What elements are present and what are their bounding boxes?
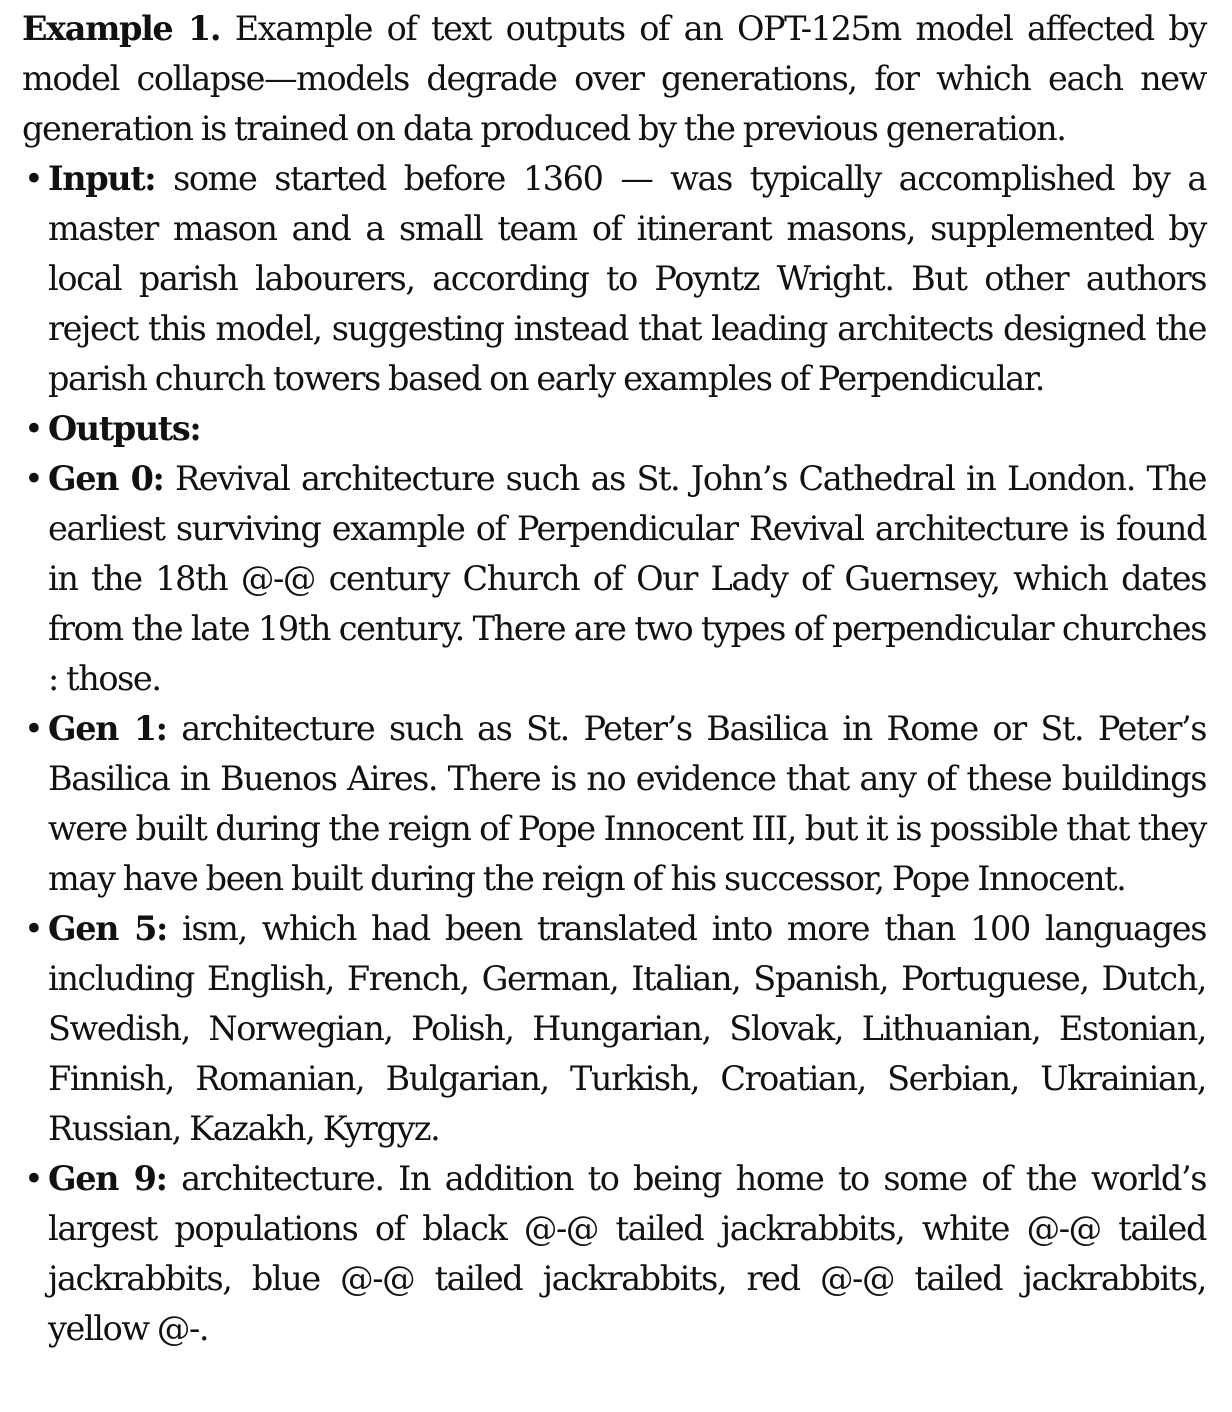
bullet: • bbox=[24, 409, 43, 448]
item-text: architecture. In addition to being home to some of the world’s largest populations of black @-@ tailed jackrabbits, white @-@ tailed jackrabbits, blue @-@ tailed jackrabbits, red @-@ tailed jackrabbits, yellow @-. bbox=[48, 1159, 1206, 1348]
example-block bbox=[22, 4, 1206, 1354]
list-item-gen-0 bbox=[22, 454, 1206, 704]
item-text: ism, which had been translated into more than 100 languages including English, French, German, Italian, Spanish, Portuguese, Dutch, Swedish, Norwegian, Polish, Hungarian, Slovak, Lithuanian, Estonian, Finnish, Romanian, Bulgarian, Turkish, Croatian, Serbian, Ukrainian, Russian, Kazakh, Kyrgyz. bbox=[48, 909, 1206, 1148]
list-item-gen-9 bbox=[22, 1154, 1206, 1354]
item-text: architecture such as St. Peter’s Basilica in Rome or St. Peter’s Basilica in Buenos Aires. There is no evidence that any of these buildings were built during the reign of Pope Innocent III, but it is possible that they may have been built during the reign of his successor, Pope Innocent. bbox=[48, 709, 1207, 898]
bullet: • bbox=[24, 459, 43, 498]
item-label: Gen 0: bbox=[48, 459, 164, 498]
list-item-gen-1 bbox=[22, 704, 1206, 904]
item-label: Gen 9: bbox=[48, 1159, 167, 1198]
list-item-outputs bbox=[22, 404, 1206, 454]
item-text: some started before 1360 — was typically accomplished by a master mason and a small team of itinerant masons, supplemented by local parish labourers, according to Poyntz Wright. But other authors reject this model, suggesting instead that leading architects designed the parish church towers based on early examples of Perpendicular. bbox=[48, 159, 1206, 398]
item-label: Gen 5: bbox=[48, 909, 167, 948]
caption-text: Example of text outputs of an OPT-125m model affected by model collapse—models degrade over generations, for which each new generation is trained on data produced by the previous generation. bbox=[22, 9, 1206, 148]
bullet: • bbox=[24, 909, 43, 948]
list-item-gen-5 bbox=[22, 904, 1206, 1154]
list-item-input bbox=[22, 154, 1206, 404]
item-text: Revival architecture such as St. John’s Cathedral in London. The earliest surviving example of Perpendicular Revival architecture is found in the 18th @-@ century Church of Our Lady of Guernsey, which dates from the late 19th century. There are two types of perpendicular churches : those. bbox=[48, 459, 1207, 698]
example-list bbox=[22, 154, 1206, 1354]
bullet: • bbox=[24, 159, 43, 198]
item-label: Input: bbox=[48, 159, 156, 198]
example-caption bbox=[22, 4, 1206, 154]
item-label: Outputs: bbox=[48, 409, 201, 448]
caption-label: Example 1. bbox=[22, 9, 221, 48]
bullet: • bbox=[24, 1159, 43, 1198]
item-label: Gen 1: bbox=[48, 709, 167, 748]
bullet: • bbox=[24, 709, 43, 748]
